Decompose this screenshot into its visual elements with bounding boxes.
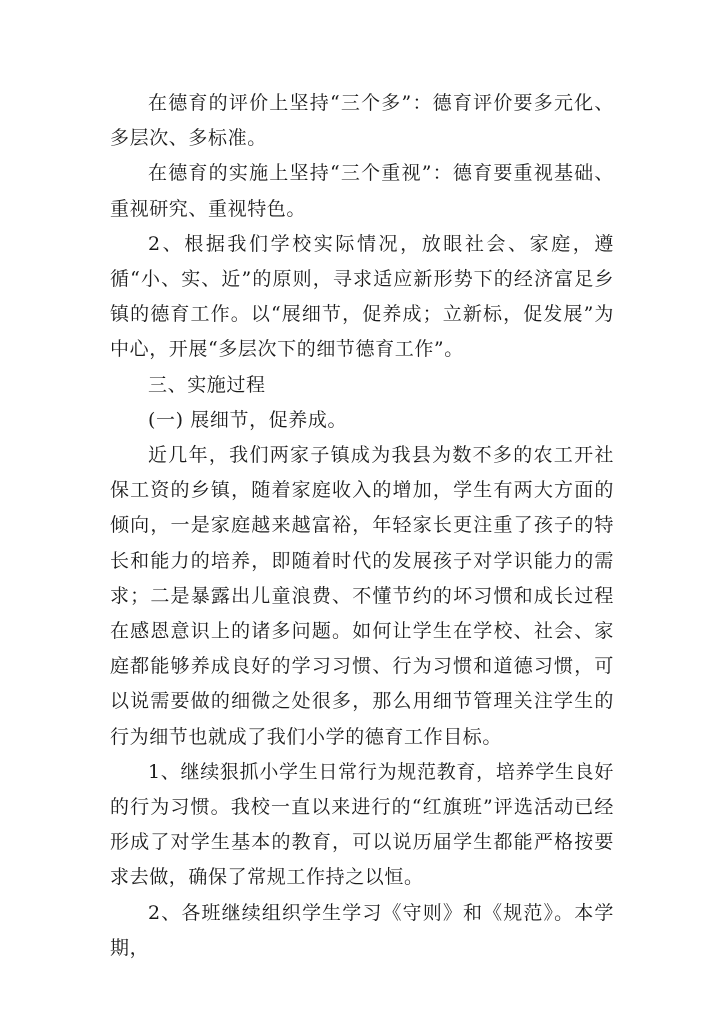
paragraph-implementation: 在德育的实施上坚持“三个重视”：德育要重视基础、重视研究、重视特色。 (110, 162, 614, 220)
subsection-heading: (一) 展细节，促养成。 (148, 408, 348, 431)
paragraph-item-2: 2、各班继续组织学生学习《守则》和《规范》。本学期， (110, 901, 614, 959)
document-body (110, 86, 614, 966)
paragraph-evaluation: 在德育的评价上坚持“三个多”：德育评价要多元化、多层次、多标准。 (110, 92, 614, 150)
paragraph-background: 近几年，我们两家子镇成为我县为数不多的农工开社保工资的乡镇，随着家庭收入的增加，学生有两大方面的倾向，一是家庭越来越富裕，年轻家长更注重了孩子的特长和能力的培养，即随着时代的发展孩子对学识能力的需求；二是暴露出儿童浪费、不懂节约的坏习惯和成长过程在感恩意识上的诸多问题。如何让学生在学校、社会、家庭都能够养成良好的学习习惯、行为习惯和道德习惯，可以说需要做的细微之处很多，那么用细节管理关注学生的行为细节也就成了我们小学的德育工作目标。 (110, 444, 614, 748)
paragraph-item-1: 1、继续狠抓小学生日常行为规范教育，培养学生良好的行为习惯。我校一直以来进行的“红旗班”评选活动已经形成了对学生基本的教育，可以说历届学生都能严格按要求去做，确保了常规工作持之以恒。 (110, 760, 614, 889)
section-heading: 三、实施过程 (148, 373, 266, 396)
paragraph-principle: 2、根据我们学校实际情况，放眼社会、家庭，遵循“小、实、近”的原则，寻求适应新形势下的经济富足乡镇的德育工作。以“展细节，促养成；立新标，促发展”为中心，开展“多层次下的细节德育工作”。 (110, 232, 614, 361)
